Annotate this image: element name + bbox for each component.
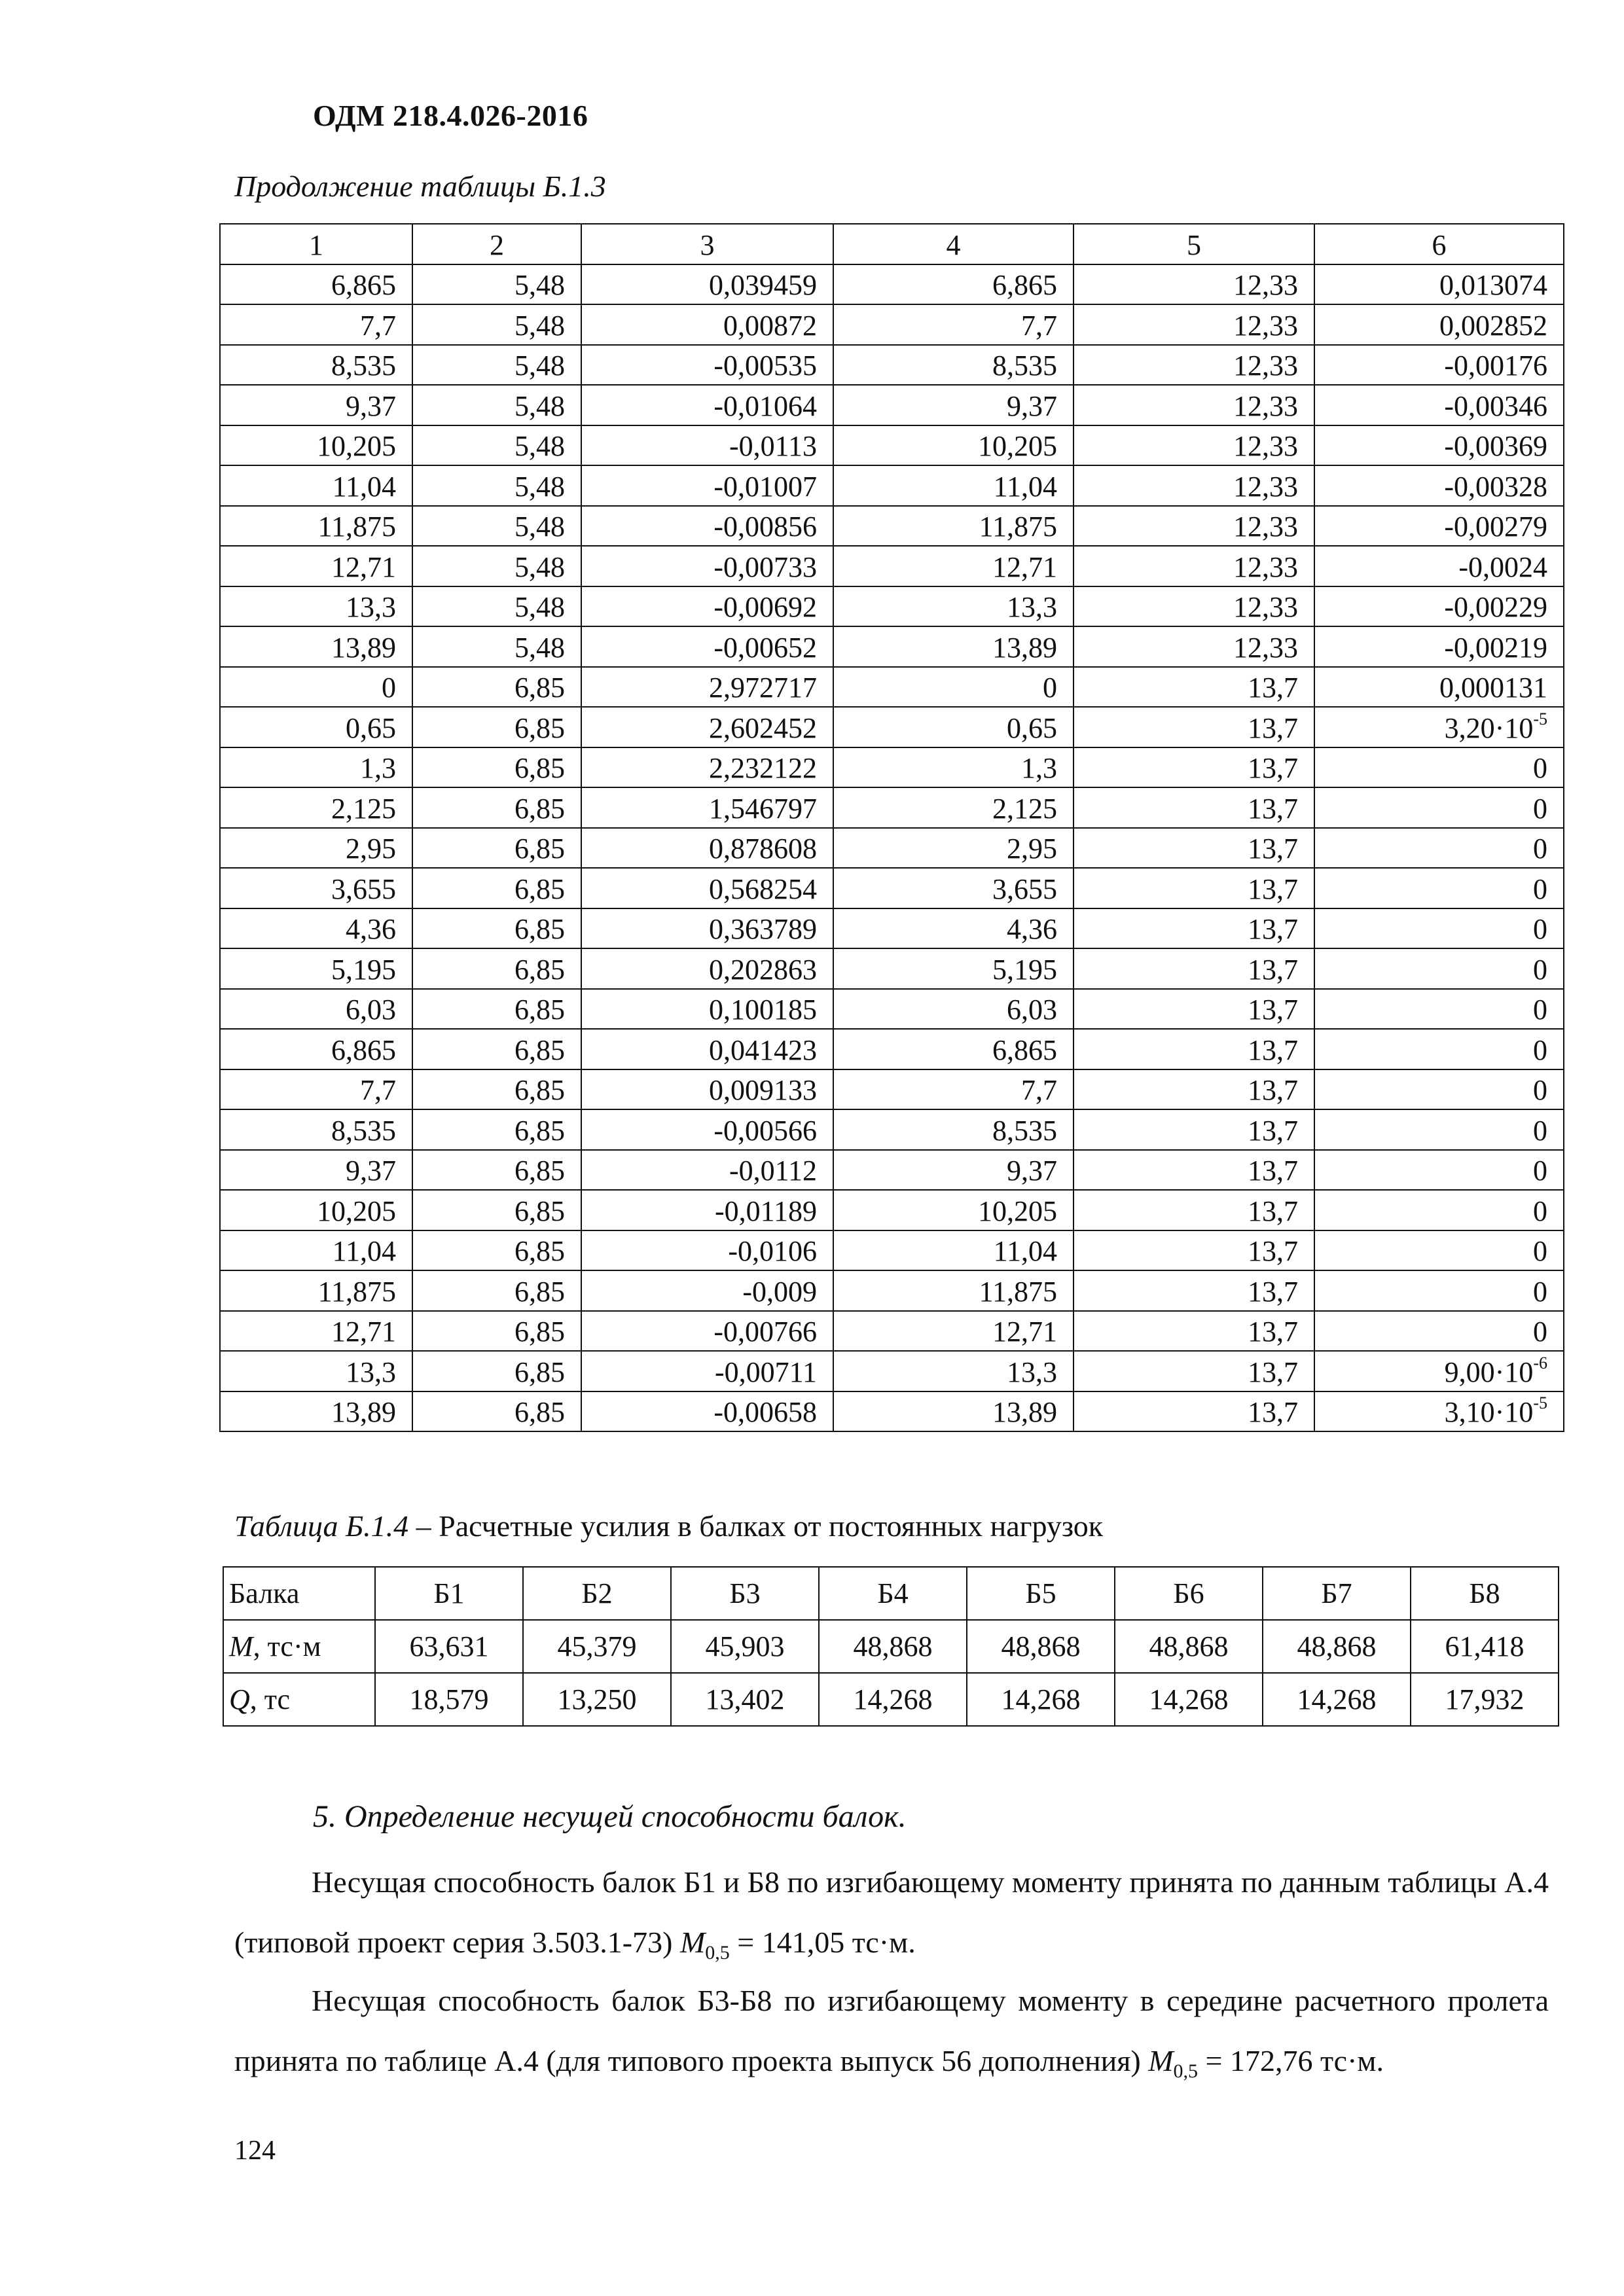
paragraph-b1-b8 — [234, 1852, 1549, 1973]
table-row — [220, 1069, 1564, 1110]
table-cell: -0,00692 — [581, 586, 833, 627]
row-label — [223, 1620, 375, 1673]
table-cell: 6,03 — [220, 989, 412, 1030]
exponent: -5 — [1533, 1393, 1547, 1413]
row-symbol: Q — [229, 1683, 250, 1715]
column-header: Балка — [223, 1567, 375, 1620]
table-header-row — [223, 1567, 1559, 1620]
table-cell: 0,65 — [220, 707, 412, 747]
table-cell: 5,48 — [412, 264, 581, 305]
table-row — [220, 747, 1564, 788]
table-cell: 5,48 — [412, 626, 581, 667]
table-cell: 5,195 — [833, 948, 1074, 989]
table-cell: -0,00566 — [581, 1109, 833, 1150]
table-cell: 11,04 — [220, 1230, 412, 1271]
table-cell: 13,7 — [1074, 989, 1314, 1030]
table-cell: 13,89 — [220, 626, 412, 667]
table-cell: 2,972717 — [581, 667, 833, 708]
table-cell: 2,95 — [833, 828, 1074, 869]
table-cell: 4,36 — [833, 908, 1074, 949]
table-row — [220, 1270, 1564, 1311]
table-cell: 6,85 — [412, 1150, 581, 1191]
table-cell: 12,33 — [1074, 626, 1314, 667]
table-cell: 0,041423 — [581, 1029, 833, 1069]
table-cell: 11,875 — [833, 506, 1074, 547]
table-cell: 0,65 — [833, 707, 1074, 747]
table-b14-caption — [234, 1509, 1103, 1543]
table-cell: 12,71 — [833, 546, 1074, 586]
table-cell: 6,85 — [412, 707, 581, 747]
table-cell: 6,85 — [412, 1109, 581, 1150]
column-header: Б1 — [375, 1567, 523, 1620]
column-header: Б3 — [671, 1567, 819, 1620]
table-cell: 6,85 — [412, 908, 581, 949]
table-continuation-caption: Продолжение таблицы Б.1.3 — [234, 170, 606, 203]
table-cell: 13,402 — [671, 1673, 819, 1726]
table-cell: 9,37 — [833, 1150, 1074, 1191]
table-b13 — [219, 223, 1564, 1432]
table-cell: 13,7 — [1074, 1029, 1314, 1069]
table-row — [220, 546, 1564, 586]
table-cell: 13,7 — [1074, 707, 1314, 747]
table-cell: 14,268 — [967, 1673, 1115, 1726]
table-row — [220, 506, 1564, 547]
table-cell: 9,37 — [833, 385, 1074, 425]
table-cell: 0 — [1314, 1109, 1564, 1150]
table-cell: 9,37 — [220, 385, 412, 425]
table-cell: 61,418 — [1411, 1620, 1559, 1673]
table-cell: 5,48 — [412, 345, 581, 386]
table-cell: 5,48 — [412, 304, 581, 345]
table-cell: 5,48 — [412, 546, 581, 586]
table-cell: 48,868 — [819, 1620, 967, 1673]
table-cell: -0,0024 — [1314, 546, 1564, 586]
table-cell: 6,85 — [412, 868, 581, 908]
table-row — [220, 707, 1564, 747]
column-header: 5 — [1074, 224, 1314, 264]
column-header: Б8 — [1411, 1567, 1559, 1620]
section-title: 5. Определение несущей способности балок. — [313, 1799, 907, 1834]
table-row — [220, 667, 1564, 708]
table-cell: 1,3 — [833, 747, 1074, 788]
table-cell: 12,71 — [220, 1311, 412, 1352]
table-row — [220, 948, 1564, 989]
table-cell: 0 — [1314, 1069, 1564, 1110]
table-cell: 0,000131 — [1314, 667, 1564, 708]
table-cell: 6,865 — [220, 1029, 412, 1069]
table-row — [220, 828, 1564, 869]
table-cell: 13,89 — [833, 1391, 1074, 1432]
table-cell: 12,33 — [1074, 546, 1314, 586]
table-cell: $3,20\cdot 10^{-5}$ — [1314, 707, 1564, 747]
row-label — [223, 1673, 375, 1726]
table-cell: 6,85 — [412, 1069, 581, 1110]
table-cell: 0 — [1314, 1270, 1564, 1311]
table-cell: 0 — [1314, 1150, 1564, 1191]
table-cell: 13,3 — [833, 586, 1074, 627]
table-cell: 12,33 — [1074, 304, 1314, 345]
table-cell: -0,00766 — [581, 1311, 833, 1352]
table-cell: 4,36 — [220, 908, 412, 949]
moment-symbol: M — [679, 1926, 706, 1959]
column-header: 6 — [1314, 224, 1564, 264]
table-cell: 0 — [1314, 1190, 1564, 1230]
table-cell: 13,7 — [1074, 1351, 1314, 1391]
table-cell: 6,85 — [412, 1311, 581, 1352]
table-cell: 6,865 — [833, 1029, 1074, 1069]
table-cell: 13,7 — [1074, 1230, 1314, 1271]
table-cell: 10,205 — [833, 425, 1074, 466]
table-cell: 13,7 — [1074, 948, 1314, 989]
table-cell: 5,48 — [412, 385, 581, 425]
table-cell: -0,0112 — [581, 1150, 833, 1191]
table-cell: 6,85 — [412, 747, 581, 788]
table-row — [220, 1311, 1564, 1352]
table-cell: -0,01189 — [581, 1190, 833, 1230]
table-cell: 12,33 — [1074, 586, 1314, 627]
table-cell: 12,33 — [1074, 425, 1314, 466]
table-cell: 9,37 — [220, 1150, 412, 1191]
table-cell: 12,71 — [220, 546, 412, 586]
table-row — [220, 626, 1564, 667]
paragraph-b3-b8 — [234, 1971, 1549, 2091]
table-cell: 12,33 — [1074, 465, 1314, 506]
moment-subscript: 0,5 — [705, 1942, 730, 1964]
table-cell: 0 — [1314, 747, 1564, 788]
column-header: 4 — [833, 224, 1074, 264]
table-cell: 6,85 — [412, 1351, 581, 1391]
table-cell: 13,7 — [1074, 1109, 1314, 1150]
table-cell: -0,00328 — [1314, 465, 1564, 506]
paragraph-value: = 172,76 тс·м. — [1198, 2044, 1384, 2077]
table-cell: -0,00711 — [581, 1351, 833, 1391]
table-cell: 0 — [1314, 1230, 1564, 1271]
table-cell: 3,655 — [833, 868, 1074, 908]
table-cell: 0 — [220, 667, 412, 708]
table-cell: 12,33 — [1074, 264, 1314, 305]
table-row — [220, 385, 1564, 425]
table-cell: 0,039459 — [581, 264, 833, 305]
table-cell: 13,7 — [1074, 1069, 1314, 1110]
table-cell: 0 — [1314, 989, 1564, 1030]
table-cell: 18,579 — [375, 1673, 523, 1726]
table-cell: -0,00279 — [1314, 506, 1564, 547]
table-cell: 6,85 — [412, 787, 581, 828]
table-cell: 13,7 — [1074, 1150, 1314, 1191]
table-row — [223, 1620, 1559, 1673]
column-header: Б4 — [819, 1567, 967, 1620]
table-cell: 7,7 — [833, 1069, 1074, 1110]
table-cell: 8,535 — [833, 1109, 1074, 1150]
paragraph-value: = 141,05 тс·м. — [729, 1926, 916, 1959]
table-row — [220, 1150, 1564, 1191]
row-unit: , тс·м — [253, 1630, 321, 1662]
table-cell: 5,48 — [412, 465, 581, 506]
table-cell: 0 — [1314, 1029, 1564, 1069]
table-row — [220, 264, 1564, 305]
table-cell: 45,379 — [523, 1620, 671, 1673]
table-cell: 2,232122 — [581, 747, 833, 788]
table-cell: 6,85 — [412, 828, 581, 869]
table-cell: 8,535 — [220, 1109, 412, 1150]
table-row — [220, 586, 1564, 627]
table-cell: 2,602452 — [581, 707, 833, 747]
table-cell: 45,903 — [671, 1620, 819, 1673]
table-cell: 6,03 — [833, 989, 1074, 1030]
table-cell: -0,00652 — [581, 626, 833, 667]
table-cell: -0,00229 — [1314, 586, 1564, 627]
table-row — [220, 868, 1564, 908]
table-row — [220, 1391, 1564, 1432]
table-cell: 14,268 — [819, 1673, 967, 1726]
table-cell: $9,00\cdot 10^{-6}$ — [1314, 1351, 1564, 1391]
table-row — [220, 1109, 1564, 1150]
table-row — [220, 465, 1564, 506]
table-cell: 0 — [1314, 948, 1564, 989]
paragraph-text: Несущая способность балок Б1 и Б8 по изгибающему моменту принята по данным таблицы А.4 (типовой проект серия 3.503.1-73) — [234, 1865, 1549, 1959]
table-cell: 0,202863 — [581, 948, 833, 989]
table-cell: 0 — [1314, 787, 1564, 828]
table-cell: 0,363789 — [581, 908, 833, 949]
exponent: -5 — [1533, 709, 1547, 728]
table-cell: 12,33 — [1074, 506, 1314, 547]
table-cell: 11,875 — [220, 1270, 412, 1311]
page-number: 124 — [234, 2136, 276, 2166]
table-cell: 6,85 — [412, 1230, 581, 1271]
table-cell: 14,268 — [1263, 1673, 1411, 1726]
table-cell: 6,85 — [412, 1029, 581, 1069]
table-b14-caption-label: Таблица Б.1.4 — [234, 1509, 409, 1543]
table-cell: $3,10\cdot 10^{-5}$ — [1314, 1391, 1564, 1432]
table-cell: 12,33 — [1074, 385, 1314, 425]
table-cell: 0 — [1314, 828, 1564, 869]
table-cell: 11,04 — [833, 1230, 1074, 1271]
table-cell: 13,7 — [1074, 747, 1314, 788]
table-cell: 14,268 — [1115, 1673, 1263, 1726]
table-row — [220, 787, 1564, 828]
table-cell: 13,7 — [1074, 1270, 1314, 1311]
table-cell: 2,95 — [220, 828, 412, 869]
table-cell: 6,85 — [412, 948, 581, 989]
table-b14-caption-text: – Расчетные усилия в балках от постоянных нагрузок — [408, 1509, 1104, 1543]
column-header: Б6 — [1115, 1567, 1263, 1620]
table-cell: 0,878608 — [581, 828, 833, 869]
table-cell: 0 — [1314, 908, 1564, 949]
table-row — [220, 304, 1564, 345]
table-cell: 6,85 — [412, 1391, 581, 1432]
table-row — [220, 908, 1564, 949]
table-cell: 2,125 — [833, 787, 1074, 828]
table-cell: 7,7 — [833, 304, 1074, 345]
table-cell: 13,3 — [833, 1351, 1074, 1391]
table-cell: 48,868 — [1115, 1620, 1263, 1673]
table-b14 — [223, 1566, 1559, 1727]
table-cell: 13,7 — [1074, 787, 1314, 828]
table-cell: 10,205 — [220, 425, 412, 466]
table-cell: 0 — [1314, 1311, 1564, 1352]
table-cell: 8,535 — [220, 345, 412, 386]
table-cell: 10,205 — [220, 1190, 412, 1230]
table-cell: 0,00872 — [581, 304, 833, 345]
table-cell: 6,85 — [412, 989, 581, 1030]
table-cell: 11,04 — [833, 465, 1074, 506]
table-cell: 0,009133 — [581, 1069, 833, 1110]
table-cell: 5,48 — [412, 425, 581, 466]
table-cell: 63,631 — [375, 1620, 523, 1673]
table-cell: 13,7 — [1074, 828, 1314, 869]
table-row — [220, 425, 1564, 466]
table-cell: -0,0106 — [581, 1230, 833, 1271]
table-cell: 11,04 — [220, 465, 412, 506]
table-cell: 13,7 — [1074, 908, 1314, 949]
column-header: Б5 — [967, 1567, 1115, 1620]
table-row — [220, 1351, 1564, 1391]
moment-symbol: M — [1148, 2044, 1174, 2077]
table-cell: 11,875 — [220, 506, 412, 547]
table-row — [220, 1230, 1564, 1271]
table-cell: 5,48 — [412, 506, 581, 547]
table-cell: 1,3 — [220, 747, 412, 788]
table-cell: 6,85 — [412, 1190, 581, 1230]
exponent: -6 — [1533, 1353, 1547, 1372]
table-cell: 0 — [833, 667, 1074, 708]
table-cell: 13,7 — [1074, 667, 1314, 708]
table-cell: 13,7 — [1074, 868, 1314, 908]
table-cell: 0,568254 — [581, 868, 833, 908]
table-cell: 5,48 — [412, 586, 581, 627]
table-cell: -0,0113 — [581, 425, 833, 466]
row-unit: , тс — [249, 1683, 291, 1715]
table-cell: 13,3 — [220, 586, 412, 627]
column-header: Б2 — [523, 1567, 671, 1620]
table-cell: 3,655 — [220, 868, 412, 908]
table-cell: 0 — [1314, 868, 1564, 908]
table-cell: 5,195 — [220, 948, 412, 989]
table-row — [220, 1190, 1564, 1230]
table-cell: 8,535 — [833, 345, 1074, 386]
table-cell: 6,85 — [412, 667, 581, 708]
moment-subscript: 0,5 — [1173, 2060, 1199, 2083]
table-header-row — [220, 224, 1564, 264]
table-cell: 13,7 — [1074, 1391, 1314, 1432]
table-cell: -0,009 — [581, 1270, 833, 1311]
table-cell: 6,865 — [220, 264, 412, 305]
table-cell: 10,205 — [833, 1190, 1074, 1230]
table-cell: 13,7 — [1074, 1311, 1314, 1352]
table-cell: 12,71 — [833, 1311, 1074, 1352]
table-cell: 13,89 — [833, 626, 1074, 667]
table-cell: -0,00535 — [581, 345, 833, 386]
column-header: Б7 — [1263, 1567, 1411, 1620]
table-cell: 13,89 — [220, 1391, 412, 1432]
table-row — [220, 1029, 1564, 1069]
table-cell: -0,01007 — [581, 465, 833, 506]
table-cell: -0,00369 — [1314, 425, 1564, 466]
table-cell: 7,7 — [220, 304, 412, 345]
table-cell: 6,865 — [833, 264, 1074, 305]
column-header: 3 — [581, 224, 833, 264]
table-cell: -0,01064 — [581, 385, 833, 425]
table-cell: -0,00346 — [1314, 385, 1564, 425]
column-header: 2 — [412, 224, 581, 264]
table-cell: -0,00176 — [1314, 345, 1564, 386]
table-cell: 2,125 — [220, 787, 412, 828]
table-cell: 0,002852 — [1314, 304, 1564, 345]
table-cell: 48,868 — [1263, 1620, 1411, 1673]
table-row — [220, 989, 1564, 1030]
table-cell: -0,00733 — [581, 546, 833, 586]
table-cell: 17,932 — [1411, 1673, 1559, 1726]
table-cell: 13,250 — [523, 1673, 671, 1726]
table-cell: 1,546797 — [581, 787, 833, 828]
table-cell: 11,875 — [833, 1270, 1074, 1311]
table-cell: 0,100185 — [581, 989, 833, 1030]
table-cell: 7,7 — [220, 1069, 412, 1110]
table-cell: 12,33 — [1074, 345, 1314, 386]
table-cell: -0,00219 — [1314, 626, 1564, 667]
table-cell: 13,3 — [220, 1351, 412, 1391]
table-row — [223, 1673, 1559, 1726]
table-cell: 6,85 — [412, 1270, 581, 1311]
table-cell: -0,00856 — [581, 506, 833, 547]
table-cell: -0,00658 — [581, 1391, 833, 1432]
document-code: ОДМ 218.4.026-2016 — [313, 99, 588, 132]
column-header: 1 — [220, 224, 412, 264]
row-symbol: M — [229, 1630, 253, 1662]
table-row — [220, 345, 1564, 386]
table-cell: 48,868 — [967, 1620, 1115, 1673]
table-cell: 13,7 — [1074, 1190, 1314, 1230]
table-cell: 0,013074 — [1314, 264, 1564, 305]
paragraph-text: Несущая способность балок Б3-Б8 по изгибающему моменту в середине расчетного пролета принята по таблице А.4 (для типового проекта выпуск 56 дополнения) — [234, 1984, 1549, 2077]
